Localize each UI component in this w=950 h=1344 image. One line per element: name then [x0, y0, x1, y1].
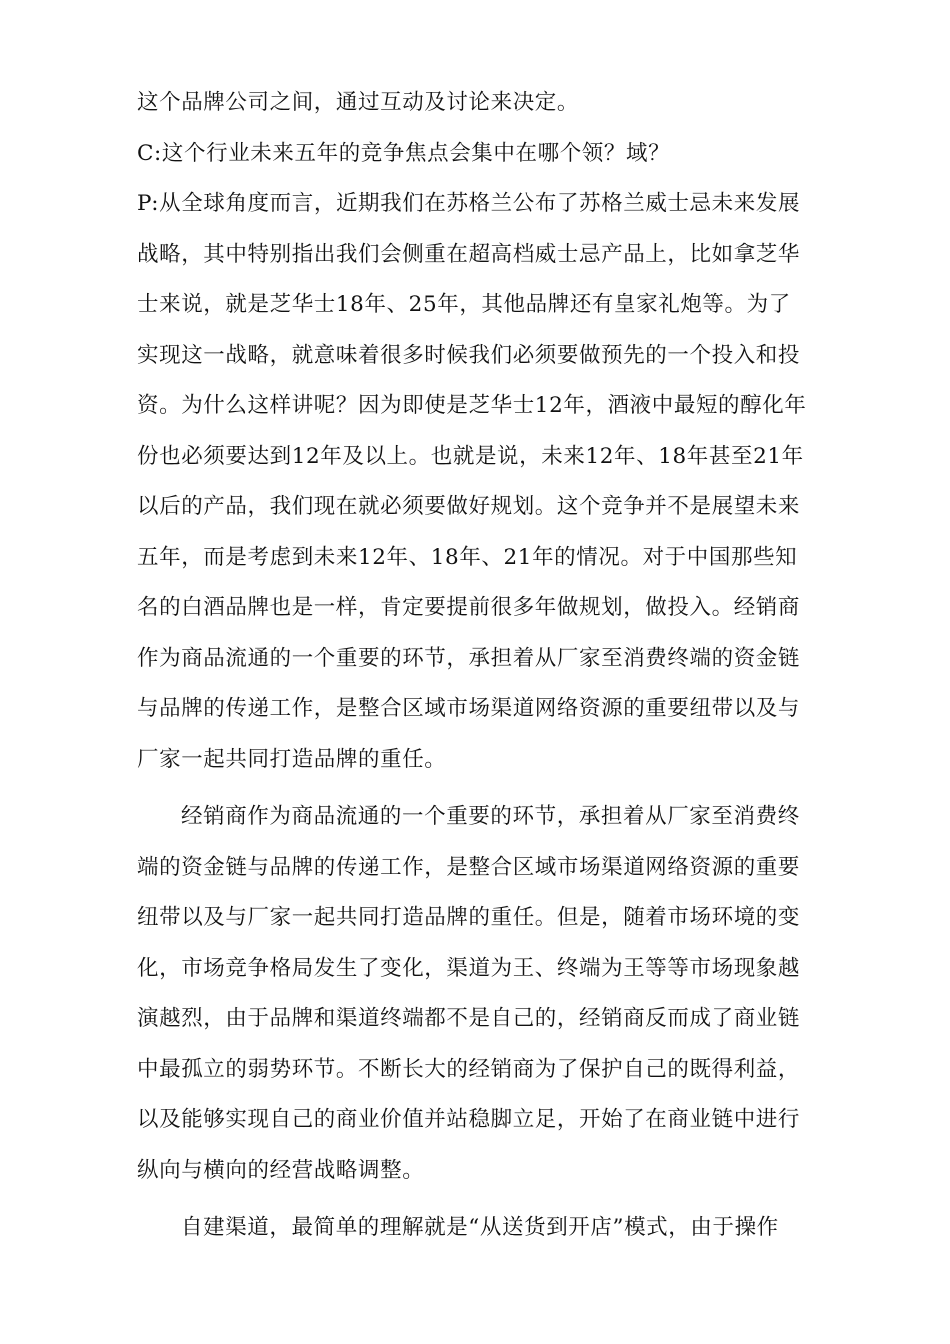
- text-line: 化，市场竞争格局发生了变化，渠道为王、终端为王等等市场现象越: [137, 955, 801, 981]
- text-line: 纽带以及与厂家一起共同打造品牌的重任。但是，随着市场环境的变: [137, 905, 801, 930]
- text-line: 端的资金链与品牌的传递工作，是整合区域市场渠道网络资源的重要: [137, 854, 801, 880]
- text-line: 作为商品流通的一个重要的环节，承担着从厂家至消费终端的资金链: [137, 645, 801, 671]
- text-line: 士来说，就是芝华士18年、25年，其他品牌还有皇家礼炮等。为了: [137, 292, 791, 317]
- text-line: 厂家一起共同打造品牌的重任。: [137, 746, 447, 772]
- text-line: 资。为什么这样讲呢？因为即使是芝华士12年，酒液中最短的醇化年: [137, 393, 807, 418]
- text-line: 名的白酒品牌也是一样，肯定要提前很多年做规划，做投入。经销商: [137, 595, 801, 620]
- document-body: [137, 78, 821, 1254]
- text-line: 中最孤立的弱势环节。不断长大的经销商为了保护自己的既得利益，: [137, 1056, 801, 1082]
- text-line: 战略，其中特别指出我们会侧重在超高档威士忌产品上，比如拿芝华: [137, 241, 801, 267]
- text-line: C:这个行业未来五年的竞争焦点会集中在哪个领？域？: [137, 140, 671, 166]
- text-line: 五年，而是考虑到未来12年、18年、21年的情况。对于中国那些知: [137, 544, 798, 570]
- text-line: 演越烈，由于品牌和渠道终端都不是自己的，经销商反而成了商业链: [137, 1006, 801, 1031]
- text-line: 纵向与横向的经营战略调整。: [137, 1157, 425, 1183]
- paragraph-first-line: 自建渠道，最简单的理解就是“从送货到开店”模式，由于操作: [181, 1215, 779, 1240]
- paragraph-first-line: 经销商作为商品流通的一个重要的环节，承担着从厂家至消费终: [181, 804, 800, 829]
- text-line: P:从全球角度而言，近期我们在苏格兰公布了苏格兰威士忌未来发展: [137, 191, 801, 216]
- text-line: 实现这一战略，就意味着很多时候我们必须要做预先的一个投入和投: [137, 342, 801, 368]
- text-line: 以后的产品，我们现在就必须要做好规划。这个竞争并不是展望未来: [137, 494, 801, 519]
- text-line: 份也必须要达到12年及以上。也就是说，未来12年、18年甚至21年: [137, 443, 804, 469]
- text-line: 与品牌的传递工作，是整合区域市场渠道网络资源的重要纽带以及与: [137, 696, 801, 721]
- text-line: 这个品牌公司之间，通过互动及讨论来决定。: [137, 90, 580, 115]
- text-line: 以及能够实现自己的商业价值并站稳脚立足，开始了在商业链中进行: [137, 1107, 801, 1132]
